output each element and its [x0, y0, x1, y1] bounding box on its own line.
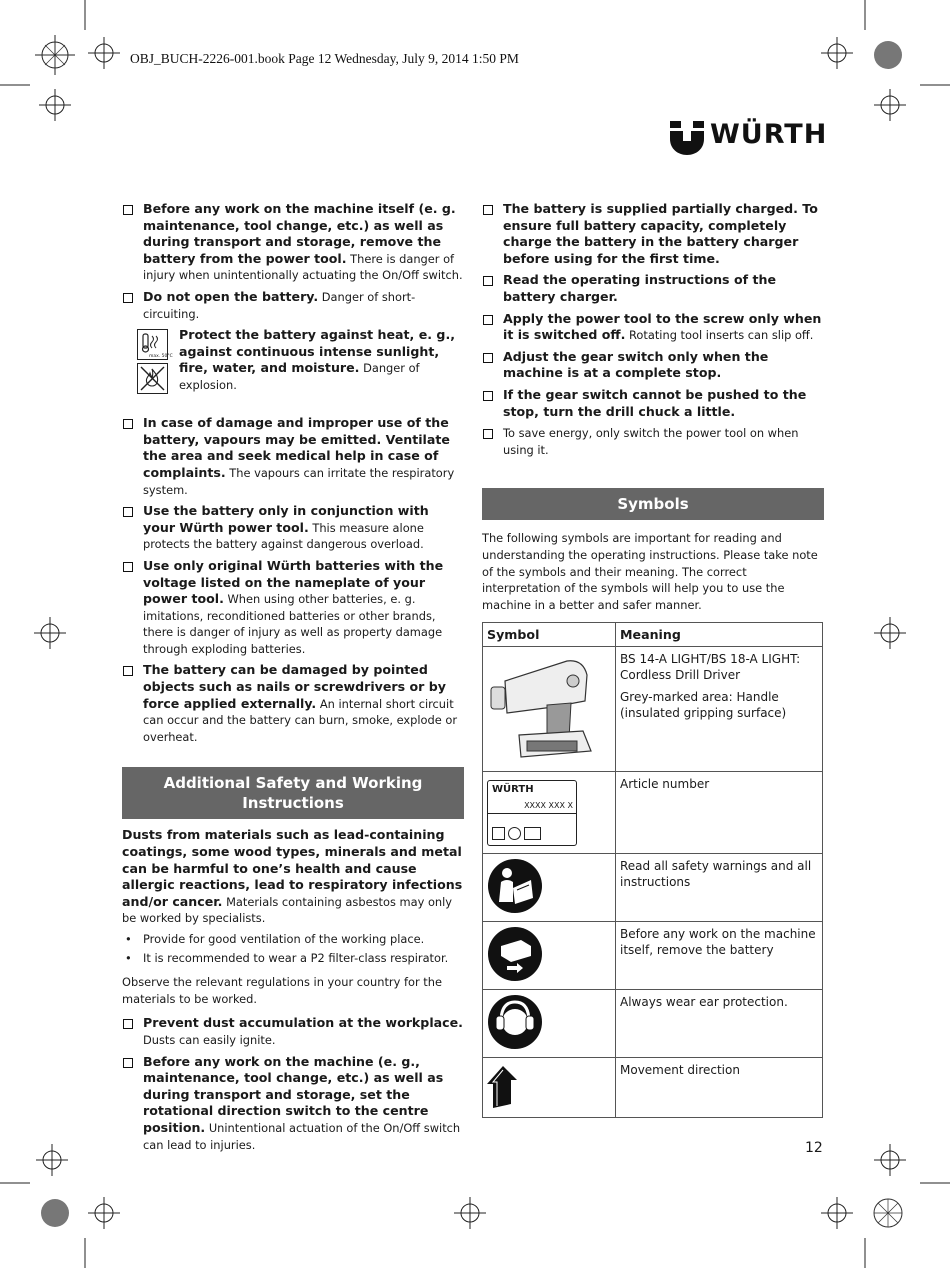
checkbox-bullet-icon [483, 315, 493, 325]
checkbox-bullet-icon [483, 391, 493, 401]
cordless-drill-icon [487, 651, 603, 763]
list-item: • Provide for good ventilation of the working place. [125, 932, 425, 946]
checkbox-bullet-icon [483, 353, 493, 363]
table-row: Always wear ear protection. [483, 990, 823, 1058]
table-row: WÜRTH XXXX XXX X Article number [483, 772, 823, 854]
column-header-meaning: Meaning [616, 623, 823, 647]
list-item: Before any work on the machine (e. g., maintenance, tool change, etc.) as well as during transport and storage, set the rotational direction switch to the centre position. Unintentional actuation of the On/Off switch can lead to injuries. [122, 1054, 464, 1154]
table-row: Before any work on the machine itself, remove the battery [483, 922, 823, 990]
checkbox-bullet-icon [483, 276, 493, 286]
list-item: Prevent dust accumulation at the workplace. Dusts can easily ignite. [122, 1015, 464, 1048]
checkbox-bullet-icon [123, 562, 133, 572]
checkbox-bullet-icon [483, 205, 493, 215]
list-item: Read the operating instructions of the battery charger. [482, 272, 824, 305]
dust-paragraph: Dusts from materials such as lead-containing coatings, some wood types, minerals and metal can be harmful to one’s health and cause allergic reactions, lead to respiratory infections and/or cancer. Materials containing asbestos may only be worked by specialists. [122, 827, 463, 926]
right-column [482, 201, 824, 621]
section-heading-symbols: Symbols [482, 488, 824, 520]
table-row: Read all safety warnings and all instructions [483, 854, 823, 922]
wurth-logo-mark-icon [670, 121, 704, 157]
column-header-symbol: Symbol [483, 623, 616, 647]
checkbox-bullet-icon [123, 293, 133, 303]
checkbox-bullet-icon [123, 205, 133, 215]
svg-text:max. 50°C: max. 50°C [149, 354, 173, 360]
wurth-logo [670, 119, 830, 159]
table-header-row [483, 623, 823, 647]
list-item: Apply the power tool to the screw only when it is switched off. Rotating tool inserts can slip off. [482, 311, 824, 344]
no-fire-icon [137, 363, 168, 394]
checkbox-bullet-icon [123, 1019, 133, 1029]
symbols-intro: The following symbols are important for reading and understanding the operating instructions. Please take note of the symbols and their meaning. The correct interpretation of the symbols will help you to use the machine in a better and safer manner. [482, 531, 818, 612]
ear-protection-icon [487, 994, 543, 1050]
checkbox-bullet-icon [123, 507, 133, 517]
checkbox-bullet-icon [123, 1058, 133, 1068]
read-manual-icon [487, 858, 543, 914]
table-row: BS 14-A LIGHT/BS 18-A LIGHT: Cordless Drill Driver Grey-marked area: Handle (insulated gripping surface) [483, 647, 823, 772]
remove-battery-icon [487, 926, 543, 982]
max-temperature-icon [137, 329, 173, 360]
list-item: Use only original Würth batteries with the voltage listed on the nameplate of your power tool. When using other batteries, e. g. imitations, reconditioned batteries or other brands, there is danger of injury as well as property damage through exploding batteries. [122, 558, 464, 658]
page-number: 12 [805, 1140, 823, 1156]
section-heading-additional-safety: Additional Safety and Working Instructions [122, 767, 464, 819]
heat-warning: max. 50°C Protect the battery against heat, e. g., against continuous intense sunlight, fire, water, and moisture. Danger of explosion. [122, 327, 464, 403]
list-item: Adjust the gear switch only when the machine is at a complete stop. [482, 349, 824, 382]
checkbox-bullet-icon [123, 666, 133, 676]
list-item: The battery can be damaged by pointed objects such as nails or screwdrivers or by force applied externally. An internal short circuit can occur and the battery can burn, smoke, explode or overheat. [122, 662, 464, 745]
list-item: To save energy, only switch the power tool on when using it. [482, 425, 824, 458]
checkbox-bullet-icon [123, 419, 133, 429]
list-item: Do not open the battery. Danger of short-circuiting. [122, 289, 464, 322]
print-header-line: OBJ_BUCH-2226-001.book Page 12 Wednesday, July 9, 2014 1:50 PM [130, 51, 519, 66]
table-row: Movement direction [483, 1058, 823, 1118]
list-item: Use the battery only in conjunction with your Würth power tool. This measure alone protects the battery against dangerous overload. [122, 503, 464, 553]
wurth-logo-text: WÜRTH [710, 119, 828, 150]
checkbox-bullet-icon [483, 429, 493, 439]
movement-direction-icon [487, 1062, 523, 1110]
list-item: The battery is supplied partially charged. To ensure full battery capacity, completely charge the battery in the battery charger before using for the first time. [482, 201, 824, 267]
list-item: If the gear switch cannot be pushed to the stop, turn the drill chuck a little. [482, 387, 824, 420]
nameplate-icon: WÜRTH XXXX XXX X [487, 780, 577, 846]
left-column [122, 201, 464, 1158]
list-item: • It is recommended to wear a P2 filter-class respirator. [125, 950, 449, 965]
symbols-table [482, 622, 823, 1118]
regulations-paragraph: Observe the relevant regulations in your country for the materials to be worked. [122, 975, 442, 1006]
list-item: Before any work on the machine itself (e. g. maintenance, tool change, etc.) as well as during transport and storage, remove the battery from the power tool. There is danger of injury when unintentionally actuating the On/Off switch. [122, 201, 464, 284]
bullet-list [122, 931, 464, 966]
list-item: In case of damage and improper use of the battery, vapours may be emitted. Ventilate the area and seek medical help in case of complaints. The vapours can irritate the respiratory system. [122, 415, 464, 498]
